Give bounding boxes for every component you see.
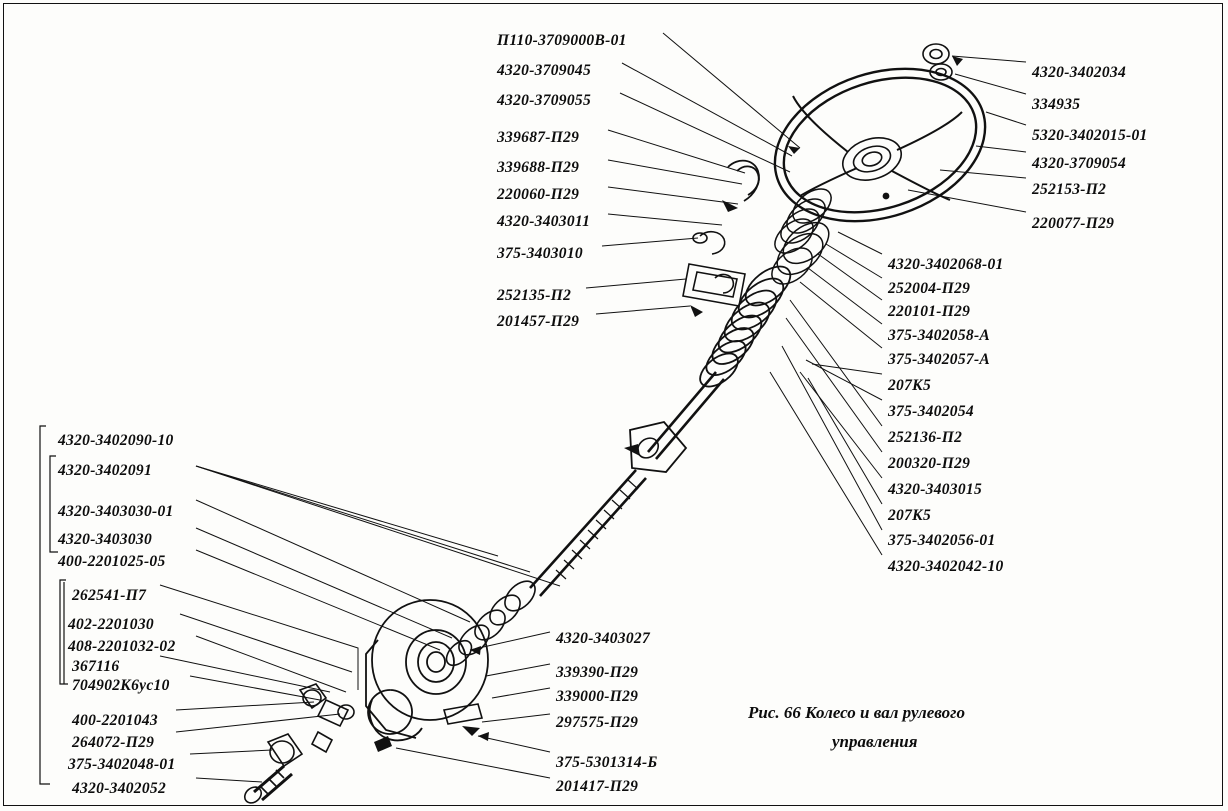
main-steering-shaft [530,372,724,596]
part-label: 201417-П29 [556,778,639,795]
part-label: 367116 [72,658,120,675]
part-label: 4320-3402068-01 [888,256,1004,273]
part-label: 375-3402048-01 [68,756,176,773]
part-label: П110-3709000В-01 [497,32,627,49]
part-label: 4320-3403030 [58,531,153,548]
part-label: 402-2201030 [68,616,154,633]
part-label: 375-5301314-Б [556,754,658,771]
part-label: 4320-3709045 [497,62,592,79]
part-label: 220060-П29 [497,186,580,203]
part-label: 375-3403010 [497,245,583,262]
part-label: 334935 [1032,96,1081,113]
part-label: 4320-3403015 [888,481,983,498]
shaft-spring [694,259,797,393]
part-label: 264072-П29 [72,734,155,751]
part-label: 375-3402058-А [888,327,991,344]
part-label: 4320-3402090-10 [58,432,174,449]
steering-wheel-hub [837,131,906,188]
steering-wheel-spokes [793,96,962,200]
figure-caption-line2: управления [832,732,918,751]
part-label: 4320-3709055 [497,92,592,109]
part-label: 4320-3402091 [58,462,153,479]
part-label: 400-2201043 [72,712,158,729]
part-label: 4320-3403011 [497,213,591,230]
part-label: 339687-П29 [497,129,580,146]
bolt-part [693,232,725,254]
part-label: 4320-3402034 [1032,64,1127,81]
clamp-part [722,161,759,212]
part-label: 339000-П29 [556,688,639,705]
part-label: 704902К6ус10 [72,677,170,694]
part-label: 339688-П29 [497,159,580,176]
part-label: 220101-П29 [888,303,971,320]
wheel-nut-part [923,44,952,80]
figure-caption-line1: Рис. 66 Колесо и вал рулевого [748,703,965,722]
part-label: 252135-П2 [497,287,572,304]
steering-gearbox [366,600,488,740]
part-label: 262541-П7 [72,587,147,604]
part-label: 220077-П29 [1032,215,1115,232]
part-label: 4320-3402052 [72,780,167,797]
part-label: 201457-П29 [497,313,580,330]
part-label: 4320-3402042-10 [888,558,1004,575]
upper-bearing-stack [765,182,837,291]
part-label: 4320-3403030-01 [58,503,174,520]
part-label: 400-2201025-05 [58,553,166,570]
part-label: 200320-П29 [888,455,971,472]
part-label: 252004-П29 [888,280,971,297]
part-label: 252136-П2 [888,429,963,446]
part-label: 375-3402056-01 [888,532,996,549]
part-label: 408-2201032-02 [68,638,176,655]
part-label: 252153-П2 [1032,181,1107,198]
part-label: 339390-П29 [556,664,639,681]
part-label: 375-3402057-А [888,351,991,368]
part-label: 207К5 [888,377,932,394]
part-label: 4320-3709054 [1032,155,1127,172]
tie-rod-end [242,734,302,806]
part-label: 375-3402054 [888,403,974,420]
bracket-part [374,704,482,752]
part-label: 207К5 [888,507,932,524]
part-label: 297575-П29 [556,714,639,731]
lower-bearing-rings [442,576,541,670]
leader-lines-left [586,33,800,314]
leader-lines-right-mid [770,232,882,555]
part-label: 5320-3402015-01 [1032,127,1148,144]
part-label: 4320-3403027 [556,630,651,647]
